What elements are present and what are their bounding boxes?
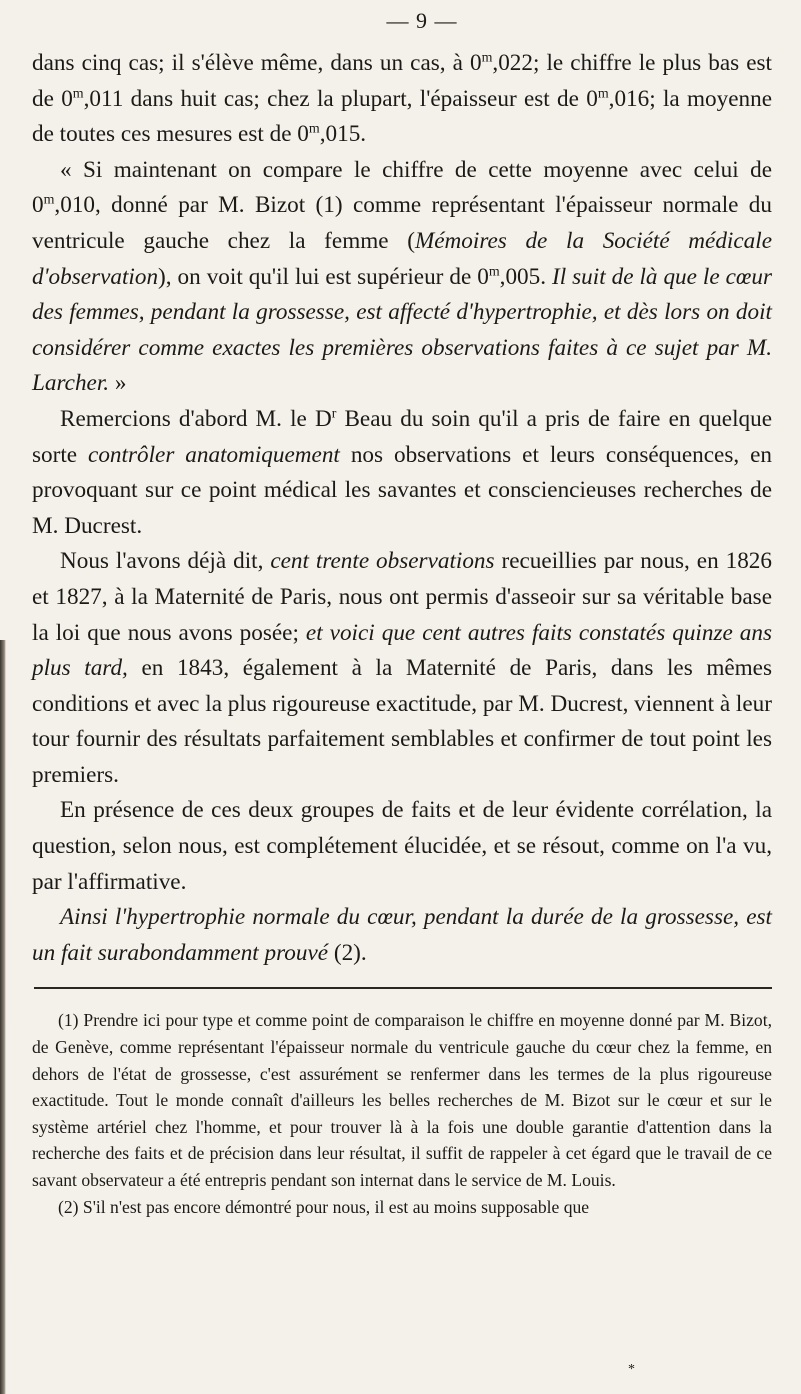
footnotes	[32, 1007, 772, 1220]
text-run: Beau du soin qu'il a pris de faire en quelque sorte	[32, 405, 772, 468]
text-run: (2).	[328, 939, 367, 966]
paragraph	[32, 46, 772, 153]
superscript: m	[72, 85, 84, 101]
text-run: nos observations et leurs conséquences, en provoquant sur ce point médical les savantes et consciencieuses recherches de M. Ducrest.	[32, 441, 772, 539]
italic-text: cent trente observations	[270, 548, 495, 575]
text-run: ,005.	[499, 263, 552, 290]
italic-text: et voici que cent autres faits constatés quinze ans plus tard,	[32, 619, 772, 682]
text-run: recueillies par nous, en 1826 et 1827, à la Maternité de Paris, nous ont permis d'asseoir sur sa véritable base la loi que nous avons posée;	[32, 548, 772, 646]
page-edge-shadow	[0, 640, 6, 1394]
paragraph	[32, 153, 772, 402]
document-page	[32, 0, 772, 1220]
superscript: r	[331, 406, 337, 422]
superscript: m	[481, 50, 493, 66]
text-run: (2) S'il n'est pas encore démontré pour nous, il est au moins supposable que	[58, 1196, 590, 1217]
footnote	[32, 1194, 772, 1221]
signature-mark: *	[628, 1362, 635, 1377]
text-run: Nous l'avons déjà dit,	[60, 548, 271, 575]
text-run: Remercions d'abord M. le D	[60, 405, 332, 432]
body-text	[32, 46, 772, 971]
italic-text: Mémoires de la Société médicale d'observation	[32, 227, 772, 290]
text-run: »	[109, 370, 127, 397]
text-run: ,015.	[319, 121, 367, 148]
italic-text: contrôler anatomiquement	[88, 441, 340, 468]
page-number: — 9 —	[386, 8, 458, 33]
paragraph	[32, 793, 772, 900]
superscript: m	[43, 192, 55, 208]
text-run: En présence de ces deux groupes de faits et de leur évidente corrélation, la question, selon nous, est complétement élucidée, et se résout, comme on l'a vu, par l'affirmative.	[32, 797, 772, 895]
text-run: ), on voit qu'il lui est supérieur de 0	[158, 263, 489, 290]
italic-text: Il suit de là que le cœur des femmes, pendant la grossesse, est affecté d'hypertrophie, et dès lors on doit considérer comme exactes les premières observations faites à ce sujet par M. Larcher.	[32, 263, 772, 397]
paragraph	[32, 544, 772, 793]
text-run: (1) Prendre ici pour type et comme point de comparaison le chiffre en moyenne donné par M. Bizot, de Genève, comme représentant l'épaisseur normale du ventricule gauche du cœur chez la femme, en dehors de l'état de grossesse, c'est assurément se renfermer dans les termes de la plus rigoureuse exactitude. Tout le monde connaît d'ailleurs les belles recherches de M. Bizot sur le cœur et sur le système artériel chez l'homme, et pour trouver là à la fois une double garantie d'attention dans la recherche des faits et de précision dans leur résultat, il suffit de rappeler à cet égard que le travail de ce savant observateur a été entrepris pendant son internat dans le service de M. Louis.	[32, 1010, 772, 1190]
superscript: m	[308, 121, 320, 137]
text-run: ,010, donné par M. Bizot (1) comme représentant l'épaisseur normale du ventricule gauche chez la femme (	[32, 192, 772, 254]
text-run: dans cinq cas; il s'élève même, dans un cas, à 0	[32, 50, 482, 76]
footnote-separator	[34, 987, 772, 989]
superscript: m	[597, 85, 609, 101]
text-run: « Si maintenant on compare le chiffre de cette moyenne avec celui de 0	[32, 156, 772, 219]
text-run: ,011 dans huit cas; chez la plupart, l'épaisseur est de 0	[83, 85, 598, 112]
text-run: en 1843, également à la Maternité de Paris, dans les mêmes conditions et avec la plus rigoureuse exactitude, par M. Ducrest, viennent à leur tour fournir des résultats parfaitement semblables et confirmer de tout point les premiers.	[32, 655, 772, 788]
paragraph	[32, 900, 772, 971]
paragraph	[32, 402, 772, 544]
italic-text: Ainsi l'hypertrophie normale du cœur, pendant la durée de la grossesse, est un fait surabondamment prouvé	[32, 904, 772, 966]
superscript: m	[488, 263, 500, 279]
footnote	[32, 1007, 772, 1193]
text-run: ,022; le chiffre le plus bas est de 0	[32, 50, 772, 112]
text-run: ,016; la moyenne de toutes ces mesures est de 0	[32, 85, 773, 148]
